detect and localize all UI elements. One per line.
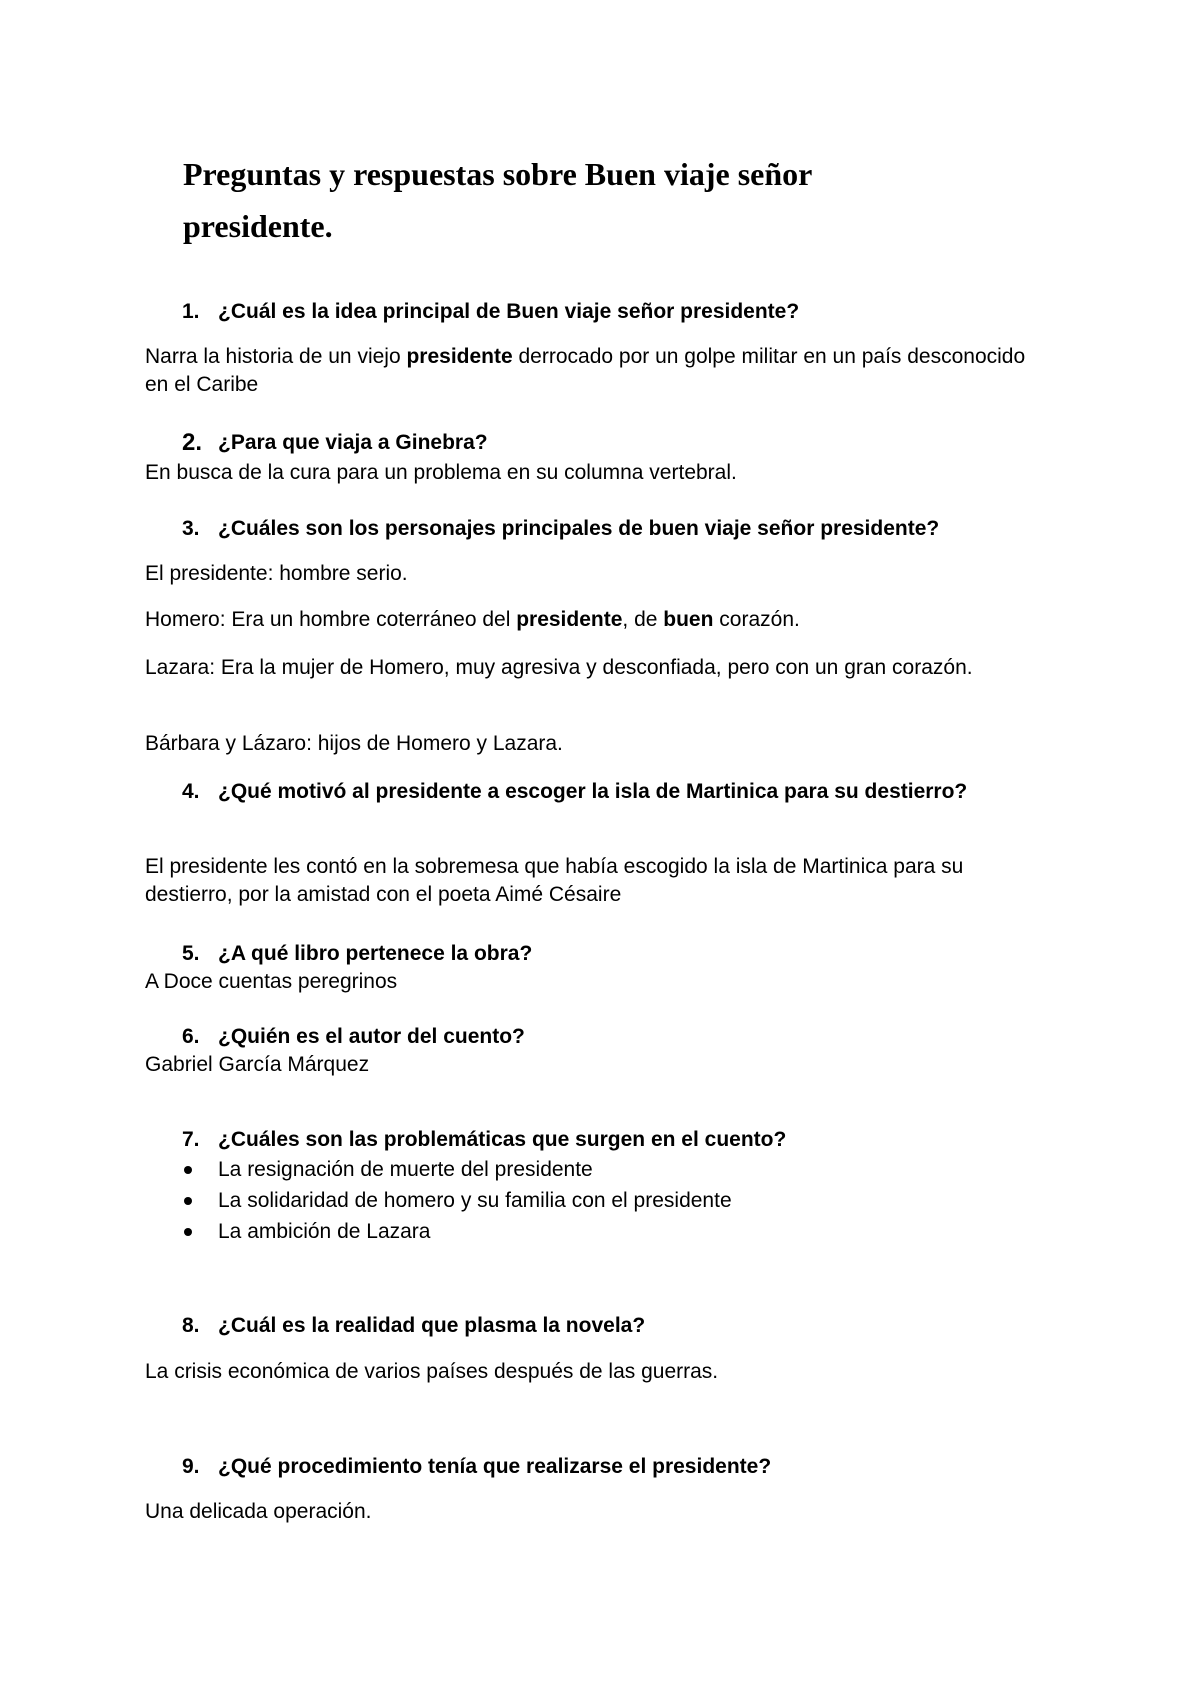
question-number: 6.	[182, 1025, 200, 1048]
question-text: ¿Cuáles son los personajes principales de buen viaje señor presidente?	[218, 517, 940, 540]
question-3	[182, 515, 1082, 543]
answer-9: Una delicada operación.	[145, 1500, 372, 1523]
answer-4: El presidente les contó en la sobremesa que había escogido la isla de Martinica para su destierro, por la amistad con el poeta Aimé Césaire	[145, 855, 964, 906]
question-1	[182, 298, 1082, 326]
answer-3-line-2	[145, 606, 1045, 634]
answer-2: En busca de la cura para un problema en su columna vertebral.	[145, 461, 737, 484]
question-number: 4.	[182, 780, 200, 803]
answer-1	[145, 343, 1045, 399]
question-6	[182, 1023, 1082, 1051]
question-text: ¿Cuáles son las problemáticas que surgen en el cuento?	[218, 1128, 787, 1151]
list-item-text: La ambición de Lazara	[218, 1220, 431, 1243]
answer-3-line-4: Bárbara y Lázaro: hijos de Homero y Lazara.	[145, 732, 563, 755]
document-title: Preguntas y respuestas sobre Buen viaje señor presidente.	[183, 156, 812, 244]
question-number: 1.	[182, 300, 200, 323]
question-number: 9.	[182, 1455, 200, 1478]
question-text: ¿Cuál es la idea principal de Buen viaje señor presidente?	[218, 300, 800, 323]
question-8	[182, 1312, 1082, 1340]
answer-text: corazón.	[713, 608, 800, 631]
question-2	[182, 429, 1082, 457]
answer-text: derrocado por un golpe militar en un país desconocido en el Caribe	[145, 345, 1026, 396]
question-text: ¿Cuál es la realidad que plasma la novela?	[218, 1314, 646, 1337]
answer-bold-text: presidente	[406, 345, 513, 368]
answer-text: , de	[622, 608, 664, 631]
answer-6: Gabriel García Márquez	[145, 1053, 370, 1076]
list-item	[182, 1216, 732, 1247]
question-text: ¿A qué libro pertenece la obra?	[218, 942, 533, 965]
question-7	[182, 1126, 1082, 1154]
bullet-icon	[184, 1197, 192, 1205]
question-number: 3.	[182, 517, 200, 540]
question-text: ¿Para que viaja a Ginebra?	[218, 431, 488, 454]
bullet-icon	[184, 1166, 192, 1174]
list-item-text: La resignación de muerte del presidente	[218, 1158, 593, 1181]
answer-8: La crisis económica de varios países después de las guerras.	[145, 1360, 719, 1383]
question-number: 7.	[182, 1128, 200, 1151]
question-number: 2.	[182, 429, 203, 456]
question-text: ¿Quién es el autor del cuento?	[218, 1025, 525, 1048]
answer-3-line-3: Lazara: Era la mujer de Homero, muy agresiva y desconfiada, pero con un gran corazón.	[145, 656, 973, 679]
question-5	[182, 940, 1082, 968]
question-9	[182, 1453, 1082, 1481]
question-number: 5.	[182, 942, 200, 965]
answer-bold-text: buen	[663, 608, 714, 631]
bullet-icon	[184, 1228, 192, 1236]
answer-5: A Doce cuentas peregrinos	[145, 970, 398, 993]
list-item	[182, 1185, 732, 1216]
question-4	[182, 778, 1042, 806]
answer-text: Homero: Era un hombre coterráneo del	[145, 608, 517, 631]
question-text: ¿Qué procedimiento tenía que realizarse el presidente?	[218, 1455, 772, 1478]
list-item	[182, 1154, 732, 1185]
question-number: 8.	[182, 1314, 200, 1337]
problem-list	[182, 1154, 732, 1247]
list-item-text: La solidaridad de homero y su familia con el presidente	[218, 1189, 732, 1212]
answer-text: Narra la historia de un viejo	[145, 345, 407, 368]
answer-bold-text: presidente	[516, 608, 623, 631]
answer-3-line-1: El presidente: hombre serio.	[145, 562, 408, 585]
question-text: ¿Qué motivó al presidente a escoger la isla de Martinica para su destierro?	[218, 780, 968, 803]
